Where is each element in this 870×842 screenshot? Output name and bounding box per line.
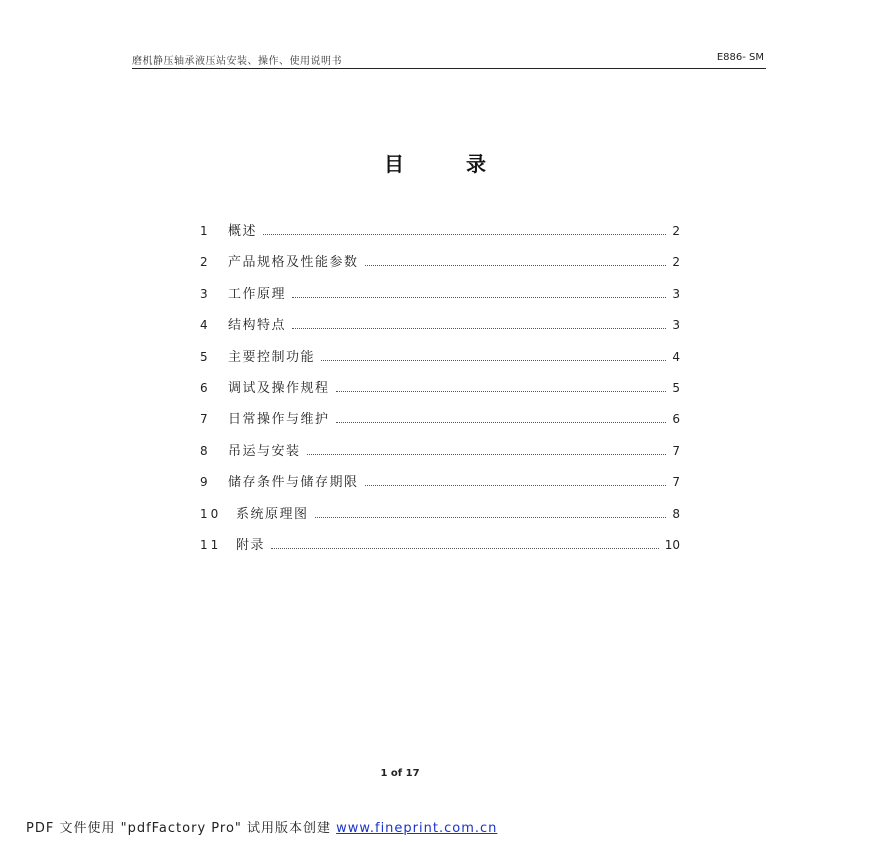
toc-entry[interactable] (200, 534, 680, 565)
footer-link[interactable]: www.fineprint.com.cn (336, 821, 498, 836)
toc-entry[interactable] (200, 220, 680, 251)
toc-entry-number: 9 (200, 475, 208, 490)
toc-entry-number: 8 (200, 443, 208, 458)
toc-leader-dots (292, 327, 666, 329)
toc-entry-label: 概述 (228, 224, 258, 239)
toc-entry-label: 结构特点 (228, 318, 287, 334)
toc-entry-number: 7 (200, 412, 208, 427)
toc-entry[interactable] (200, 314, 680, 345)
toc-leader-dots (336, 421, 666, 423)
toc-entry-label: 产品规格及性能参数 (228, 255, 359, 271)
header-title: 磨机静压轴承液压站安装、操作、使用说明书 (132, 56, 342, 67)
toc-entry-page: 6 (672, 412, 680, 427)
toc-entry-page: 3 (672, 286, 680, 301)
toc-entry-page: 7 (672, 443, 680, 458)
toc-entry-page: 2 (672, 255, 680, 270)
toc-entry-label: 储存条件与储存期限 (228, 475, 359, 491)
footer-text: PDF 文件使用 "pdfFactory Pro" 试用版本创建 (26, 821, 332, 836)
toc-leader-dots (321, 359, 666, 361)
toc-leader-dots (365, 484, 666, 486)
toc-entry-number: 10 (200, 506, 222, 521)
toc-leader-dots (365, 264, 666, 266)
toc-entry-page: 8 (672, 506, 680, 521)
title-char-left: 目 (384, 152, 404, 176)
toc-entry-label: 主要控制功能 (228, 349, 316, 365)
toc-entry-page: 2 (672, 224, 680, 238)
pdf-footer (26, 817, 497, 836)
toc-leader-dots (307, 453, 666, 455)
toc-leader-dots (292, 296, 666, 298)
page-header (132, 48, 766, 69)
table-of-contents (200, 220, 680, 565)
toc-entry-page: 5 (672, 380, 680, 395)
toc-leader-dots (263, 233, 666, 235)
table-of-contents-title (0, 148, 870, 177)
toc-entry-number: 6 (200, 380, 208, 395)
toc-leader-dots (271, 547, 659, 549)
toc-entry-page: 3 (672, 318, 680, 333)
toc-entry-number: 1 (200, 224, 208, 238)
toc-entry-number: 11 (200, 537, 222, 552)
toc-entry-page: 7 (672, 475, 680, 490)
toc-entry[interactable] (200, 251, 680, 282)
toc-entry-number: 3 (200, 286, 208, 301)
toc-entry[interactable] (200, 408, 680, 439)
toc-entry-label: 系统原理图 (236, 506, 309, 522)
toc-entry-label: 附录 (236, 537, 266, 553)
toc-entry-label: 调试及操作规程 (228, 380, 330, 396)
toc-leader-dots (336, 390, 666, 392)
toc-entry[interactable] (200, 346, 680, 377)
toc-entry-label: 吊运与安装 (228, 443, 301, 459)
title-char-right: 录 (466, 152, 486, 176)
toc-entry[interactable] (200, 503, 680, 534)
toc-entry-number: 5 (200, 349, 208, 364)
toc-entry-number: 4 (200, 318, 208, 333)
toc-entry[interactable] (200, 283, 680, 314)
toc-entry-number: 2 (200, 255, 208, 270)
toc-entry[interactable] (200, 377, 680, 408)
page-counter: 1 of 17 (380, 768, 420, 779)
toc-leader-dots (315, 516, 666, 518)
toc-entry[interactable] (200, 471, 680, 502)
header-document-code: E886- SM (716, 52, 764, 63)
toc-entry-label: 日常操作与维护 (228, 412, 330, 428)
toc-entry-page: 10 (664, 537, 680, 552)
toc-entry-page: 4 (672, 349, 680, 364)
toc-entry-label: 工作原理 (228, 286, 287, 302)
toc-entry[interactable] (200, 440, 680, 471)
